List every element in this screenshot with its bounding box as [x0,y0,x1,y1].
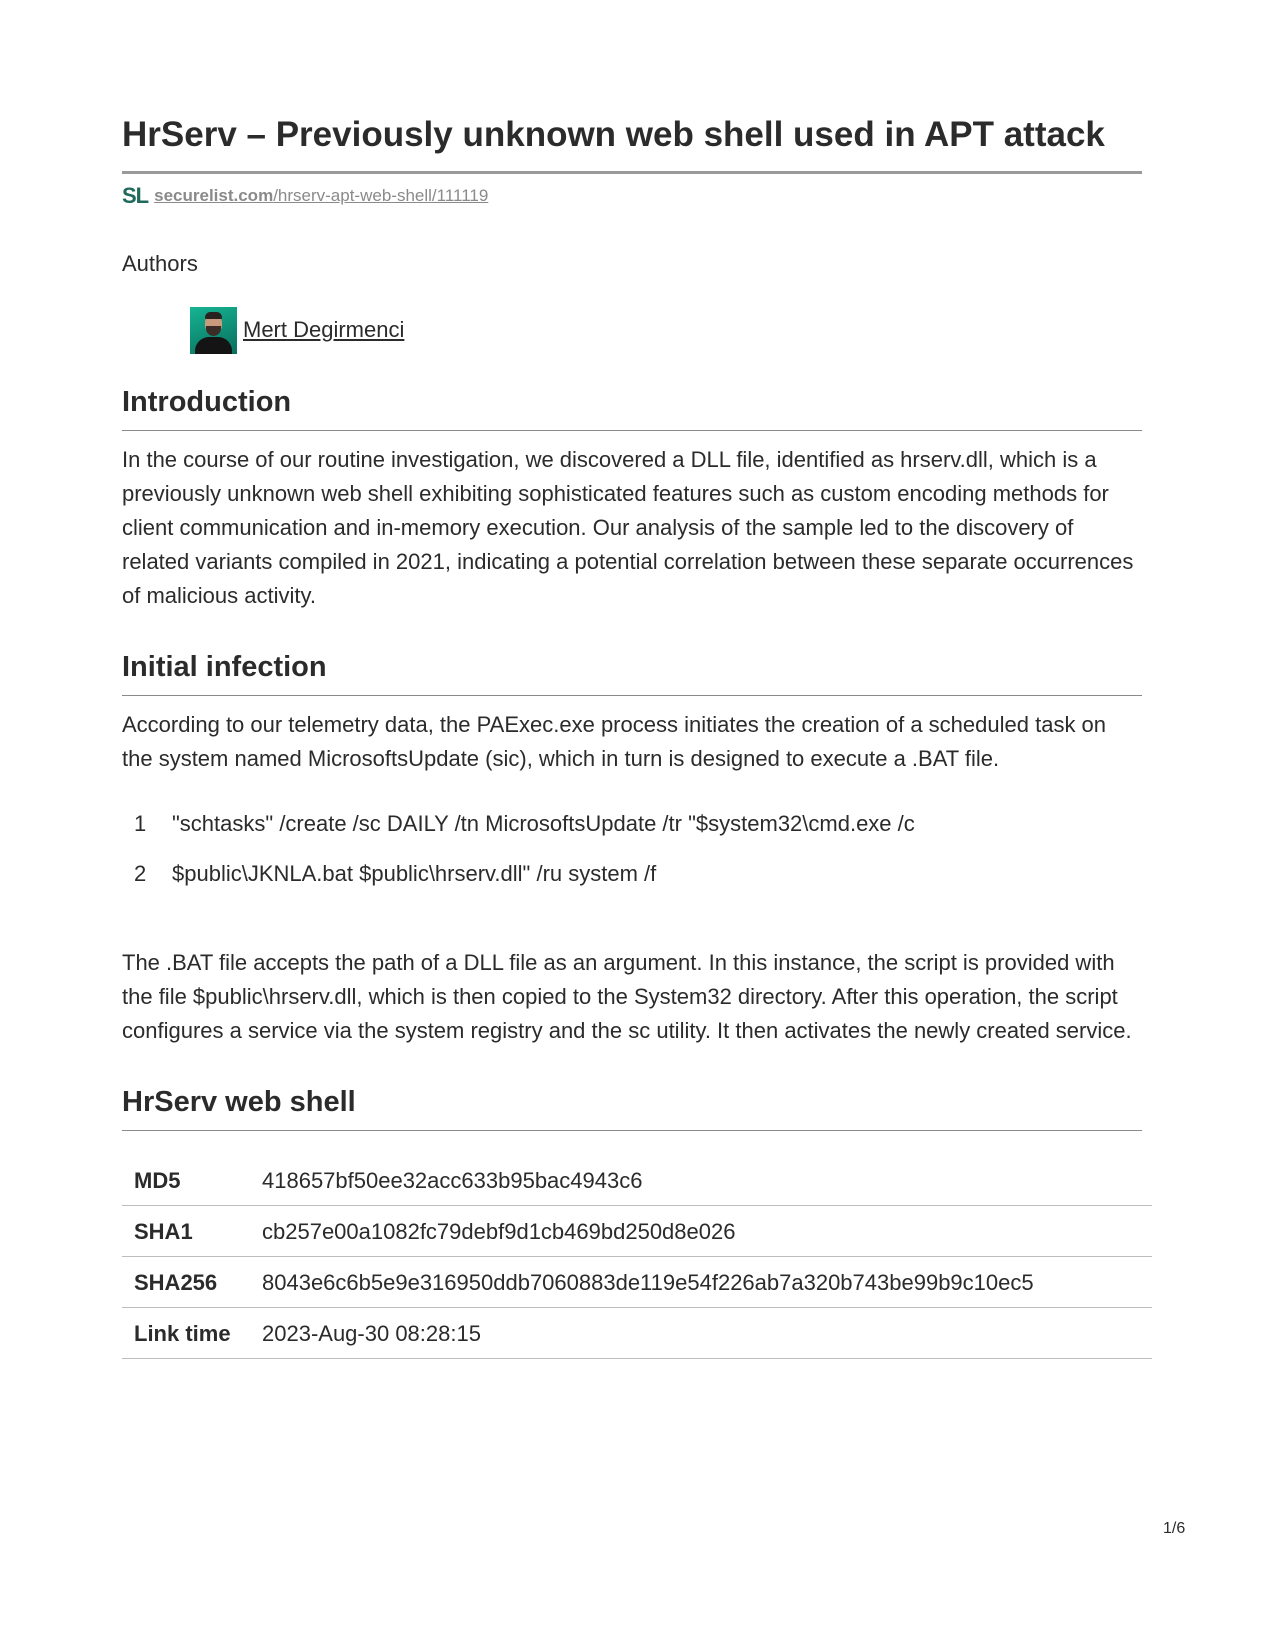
avatar[interactable] [190,307,237,354]
paragraph: According to our telemetry data, the PAExec.exe process initiates the creation of a scheduled task on the system named MicrosoftsUpdate (sic), which in turn is designed to execute a .BAT file. [122,712,1107,771]
article [122,112,1142,1359]
title-divider [122,171,1142,174]
section-heading: HrServ web shell [122,1086,356,1118]
section-web-shell [122,1084,1142,1359]
table-key: SHA256 [122,1257,250,1308]
table-key: SHA1 [122,1206,250,1257]
table-value: 418657bf50ee32acc633b95bac4943c6 [250,1155,1152,1206]
table-value: 2023-Aug-30 08:28:15 [250,1308,1152,1359]
hash-table [122,1155,1152,1359]
section-heading: Initial infection [122,651,327,683]
section-initial-infection [122,649,1142,1048]
paragraph: In the course of our routine investigation, we discovered a DLL file, identified as hrserv.dll, which is a previously unknown web shell exhibiting sophisticated features such as custom encoding methods for client communication and in-memory execution. Our analysis of the sample led to the discovery of related variants compiled in 2021, indicating a potential correlation between these separate occurrences of malicious activity. [122,447,1134,608]
table-row [122,1155,1152,1206]
code-text: "schtasks" /create /sc DAILY /tn MicrosoftsUpdate /tr "$system32\cmd.exe /c [172,811,915,836]
author-entry [190,306,1142,354]
section-heading: Introduction [122,386,292,418]
section-divider [122,430,1142,431]
line-number: 2 [134,861,147,886]
line-number: 1 [134,811,147,836]
table-row [122,1308,1152,1359]
table-key: MD5 [122,1155,250,1206]
source-path: /hrserv-apt-web-shell/111119 [273,186,489,205]
section-divider [122,1130,1142,1131]
securelist-logo-icon: SL [122,183,149,208]
section-introduction [122,384,1142,613]
page-title: HrServ – Previously unknown web shell used in APT attack [122,115,1105,154]
authors-label: Authors [122,251,198,276]
code-line [134,810,1142,860]
paragraph: The .BAT file accepts the path of a DLL file as an argument. In this instance, the script is provided with the file $public\hrserv.dll, which is then copied to the System32 directory. After this operation, the script configures a service via the system registry and the sc utility. It then activates the newly created service. [122,950,1132,1043]
code-block [134,810,1142,910]
table-row [122,1257,1152,1308]
table-row [122,1206,1152,1257]
table-value: cb257e00a1082fc79debf9d1cb469bd250d8e026 [250,1206,1152,1257]
source-link[interactable] [154,186,488,206]
page-number: 1/6 [1163,1520,1186,1537]
section-divider [122,695,1142,696]
code-line [134,860,1142,910]
table-value: 8043e6c6b5e9e316950ddb7060883de119e54f226ab7a320b743be99b9c10ec5 [250,1257,1152,1308]
author-link[interactable]: Mert Degirmenci [243,317,405,342]
source-domain: securelist.com [154,186,274,205]
table-key: Link time [122,1308,250,1359]
source-line [122,184,1142,208]
code-text: $public\JKNLA.bat $public\hrserv.dll" /ru system /f [172,861,657,886]
